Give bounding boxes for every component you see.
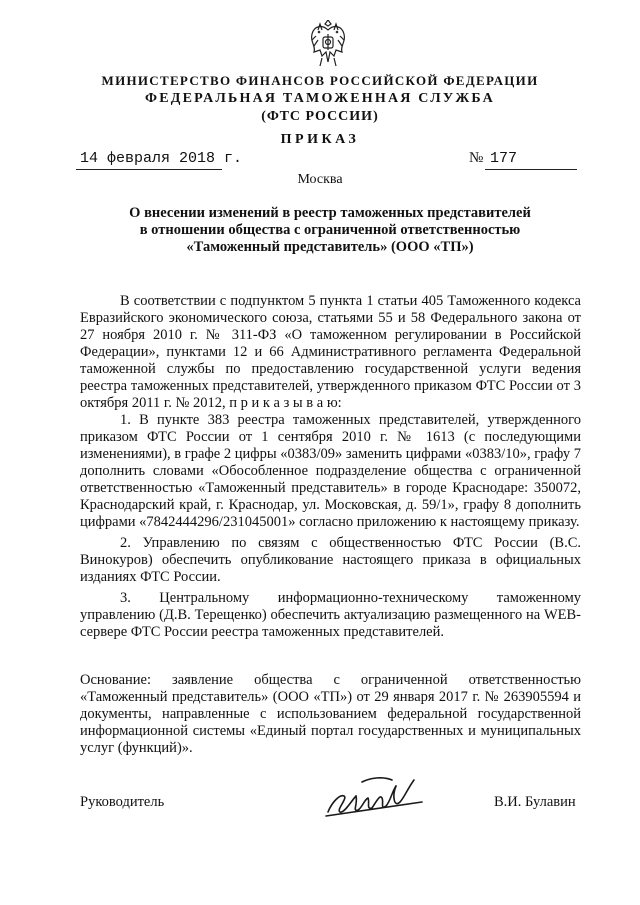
order-date: 14 февраля 2018 г.	[80, 150, 243, 167]
date-number-row	[0, 150, 640, 172]
double-headed-eagle-emblem-icon	[306, 20, 350, 68]
city-name: Москва	[297, 172, 343, 187]
handwritten-signature	[322, 772, 426, 822]
order-title-line: в отношении общества с ограниченной ответственностью	[139, 222, 521, 238]
order-title-line: «Таможенный представитель» (ООО «ТП»)	[186, 239, 474, 255]
basis-paragraph: Основание: заявление общества с ограниченной ответственностью «Таможенный представитель» (ООО «ТП») от 29 января 2017 г. № 263905594 и документы, направленные с использованием федеральной государственной информационной системы «Единый портал государственных и муниципальных услуг (функций)».	[80, 672, 581, 756]
order-body	[80, 293, 581, 641]
service-abbreviation: (ФТС РОССИИ)	[261, 109, 379, 124]
preamble-paragraph: В соответствии с подпунктом 5 пункта 1 статьи 405 Таможенного кодекса Евразийского экономического союза, статьями 55 и 58 Федерального закона от 27 ноября 2010 г. № 311-ФЗ «О таможенном регулировании в Российской Федерации», пунктами 12 и 66 Административного регламента Федеральной таможенной службы по предоставлению государственной услуги ведения реестра таможенных представителей, утвержденного приказом ФТС России от 3 октября 2011 г. № 2012, п р и к а з ы в а ю:	[80, 293, 581, 411]
ministry-heading: МИНИСТЕРСТВО ФИНАНСОВ РОССИЙСКОЙ ФЕДЕРАЦИИ	[101, 73, 539, 88]
date-underline	[76, 169, 222, 170]
number-underline	[485, 169, 577, 170]
order-item-3: 3. Центральному информационно-техническому таможенному управлению (Д.В. Терещенко) обеспечить актуализацию размещенного на WEB-сервере ФТС России реестра таможенных представителей.	[80, 590, 581, 640]
signer-name: В.И. Булавин	[494, 794, 576, 810]
order-number-label: №	[469, 150, 484, 166]
service-heading: ФЕДЕРАЛЬНАЯ ТАМОЖЕННАЯ СЛУЖБА	[145, 91, 495, 106]
order-title-line: О внесении изменений в реестр таможенных представителей	[129, 205, 531, 221]
signer-role: Руководитель	[80, 794, 165, 810]
basis-section	[80, 672, 581, 757]
order-number: 177	[490, 150, 518, 167]
document-type-heading: ПРИКАЗ	[280, 132, 360, 147]
order-title	[80, 205, 580, 256]
order-item-2: 2. Управлению по связям с общественностью ФТС России (В.С. Винокуров) обеспечить опубликование настоящего приказа в официальных изданиях ФТС России.	[80, 535, 581, 585]
order-item-1: 1. В пункте 383 реестра таможенных представителей, утвержденного приказом ФТС России от 1 сентября 2010 г. № 1613 (с последующими изменениями), в графе 2 цифры «0383/09» заменить цифрами «0383/10», графу 7 дополнить словами «Обособленное подразделение общества с ограниченной ответственностью «Таможенный представитель» в городе Краснодаре: 350072, Краснодарский край, г. Краснодар, ул. Московская, д. 59/1», графу 8 дополнить цифрами «7842444296/231045001» согласно приложению к настоящему приказу.	[80, 412, 582, 530]
